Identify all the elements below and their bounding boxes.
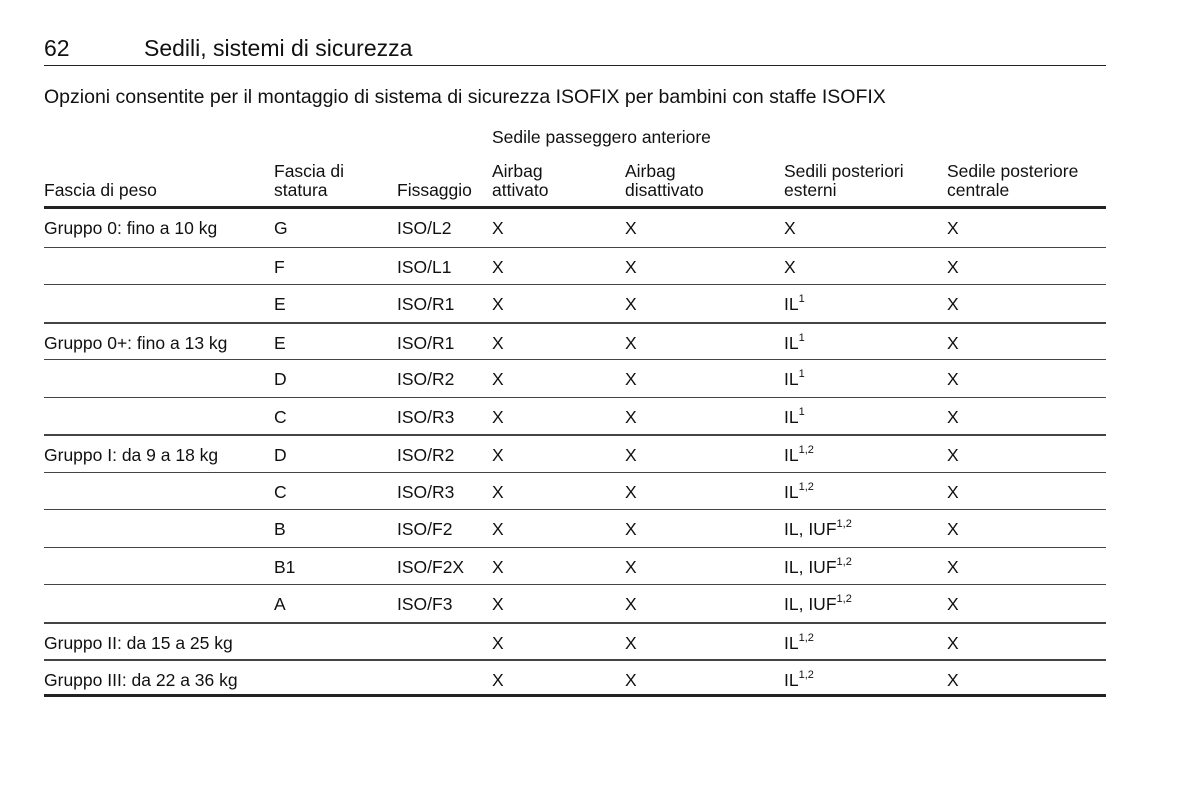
page-header <box>44 34 1106 66</box>
cell-rear-center: X <box>947 594 959 614</box>
cell-airbag-off: X <box>625 519 637 539</box>
cell-airbag-on: X <box>492 445 504 465</box>
cell-airbag-off: X <box>625 218 637 238</box>
cell-rear-center: X <box>947 369 959 389</box>
cell-rear-center: X <box>947 632 959 653</box>
cell-airbag-off: X <box>625 294 637 314</box>
cell-fixing: ISO/R1 <box>397 294 455 314</box>
cell-fixing: ISO/F3 <box>397 594 453 614</box>
footnote-ref: 1,2 <box>798 669 814 682</box>
cell-airbag-off: X <box>625 369 637 389</box>
cell-airbag-on: X <box>492 369 504 389</box>
cell-rear-center: X <box>947 670 959 690</box>
cell-weight: Gruppo III: da 22 a 36 kg <box>44 670 238 690</box>
cell-height: E <box>274 332 286 353</box>
cell-height: G <box>274 218 288 238</box>
cell-airbag-off: X <box>625 481 637 502</box>
cell-rear-outer: IL$^{1,2}$ <box>784 669 814 690</box>
cell-rear-outer: X <box>784 218 796 238</box>
cell-rear-outer: IL$^{1,2}$ <box>784 480 814 502</box>
cell-fixing: ISO/R3 <box>397 481 455 502</box>
footnote-ref: 1 <box>798 293 805 306</box>
table-row <box>44 622 1106 662</box>
column-header-rear-outer: Sedili posteriori esterni <box>784 161 904 200</box>
cell-rear-outer: $IL^1$ <box>784 293 805 314</box>
cell-airbag-on: X <box>492 256 504 277</box>
cell-rear-outer: IL, IUF$^{1,2}$ <box>784 555 852 577</box>
footnote-ref: 1 <box>798 405 805 418</box>
cell-height: D <box>274 369 287 389</box>
column-header-airbag-off: Airbag disattivato <box>625 161 704 200</box>
table-row <box>44 509 1106 548</box>
cell-rear-center: X <box>947 519 959 539</box>
table-row <box>44 397 1106 436</box>
cell-airbag-on: X <box>492 594 504 614</box>
cell-fixing: ISO/F2X <box>397 556 465 577</box>
cell-rear-center: X <box>947 556 959 577</box>
cell-airbag-on: X <box>492 406 504 427</box>
cell-height: A <box>274 594 286 614</box>
cell-airbag-off: X <box>625 332 637 353</box>
page-number: 62 <box>44 35 70 61</box>
table-row <box>44 359 1106 398</box>
cell-height: E <box>274 294 286 314</box>
footnote-ref: 1,2 <box>836 518 852 531</box>
footnote-ref: 1 <box>798 331 805 344</box>
cell-fixing: ISO/R2 <box>397 369 455 389</box>
cell-fixing: ISO/R3 <box>397 406 455 427</box>
footnote-ref: 1,2 <box>798 444 814 457</box>
cell-rear-outer: $IL^1$ <box>784 405 805 427</box>
cell-airbag-off: X <box>625 632 637 653</box>
cell-rear-outer: IL$^{1,2}$ <box>784 444 814 465</box>
cell-airbag-off: X <box>625 445 637 465</box>
cell-airbag-on: X <box>492 332 504 353</box>
cell-rear-outer: $IL^1$ <box>784 368 805 389</box>
cell-rear-center: X <box>947 256 959 277</box>
table-row <box>44 659 1106 699</box>
cell-fixing: ISO/R1 <box>397 332 455 353</box>
column-header-weight: Fascia di peso <box>44 180 157 200</box>
column-header-fixing: Fissaggio <box>397 180 472 200</box>
footnote-ref: 1 <box>798 368 805 381</box>
cell-airbag-on: X <box>492 670 504 690</box>
cell-weight: Gruppo 0: fino a 10 kg <box>44 218 218 238</box>
cell-airbag-on: X <box>492 632 504 653</box>
cell-fixing: ISO/F2 <box>397 519 453 539</box>
cell-airbag-on: X <box>492 556 504 577</box>
table-row <box>44 284 1106 323</box>
cell-rear-outer: IL, IUF$^{1,2}$ <box>784 593 852 614</box>
cell-rear-center: X <box>947 332 959 353</box>
cell-rear-outer: IL$^{1,2}$ <box>784 631 814 653</box>
footnote-ref: 1,2 <box>836 593 852 606</box>
table-row <box>44 547 1106 586</box>
cell-weight: Gruppo 0+: fino a 13 kg <box>44 332 228 353</box>
cell-airbag-off: X <box>625 256 637 277</box>
table-row <box>44 434 1106 474</box>
cell-height: C <box>274 481 287 502</box>
cell-rear-center: X <box>947 294 959 314</box>
cell-rear-center: X <box>947 406 959 427</box>
column-header-rear-center: Sedile posteriore centrale <box>947 161 1079 200</box>
cell-fixing: ISO/L2 <box>397 218 452 238</box>
table-row <box>44 584 1106 623</box>
cell-height: D <box>274 445 287 465</box>
cell-airbag-off: X <box>625 406 637 427</box>
table-row <box>44 247 1106 286</box>
cell-weight: Gruppo I: da 9 a 18 kg <box>44 445 219 465</box>
table-row <box>44 472 1106 511</box>
footnote-ref: 1,2 <box>798 480 814 493</box>
front-passenger-seat-header: Sedile passeggero anteriore <box>492 127 711 147</box>
column-header-airbag-on: Airbag attivato <box>492 161 549 200</box>
cell-rear-center: X <box>947 481 959 502</box>
footnote-ref: 1,2 <box>798 631 814 644</box>
cell-fixing: ISO/L1 <box>397 256 452 277</box>
section-title: Sedili, sistemi di sicurezza <box>144 35 413 61</box>
table-bottom-rule <box>44 694 1106 697</box>
cell-rear-center: X <box>947 218 959 238</box>
cell-airbag-on: X <box>492 294 504 314</box>
cell-rear-outer: IL, IUF$^{1,2}$ <box>784 518 852 539</box>
cell-airbag-on: X <box>492 519 504 539</box>
cell-airbag-on: X <box>492 481 504 502</box>
cell-airbag-on: X <box>492 218 504 238</box>
cell-height: C <box>274 406 287 427</box>
cell-height: F <box>274 256 285 277</box>
cell-rear-outer: X <box>784 256 796 277</box>
table-row <box>44 209 1106 247</box>
cell-weight: Gruppo II: da 15 a 25 kg <box>44 632 233 653</box>
cell-rear-center: X <box>947 445 959 465</box>
cell-height: B <box>274 519 286 539</box>
cell-airbag-off: X <box>625 556 637 577</box>
table-row <box>44 322 1106 362</box>
cell-airbag-off: X <box>625 594 637 614</box>
table-title: Opzioni consentite per il montaggio di sistema di sicurezza ISOFIX per bambini con staffe ISOFIX <box>44 86 886 108</box>
cell-rear-outer: $IL^1$ <box>784 331 805 353</box>
cell-height: B1 <box>274 556 296 577</box>
cell-fixing: ISO/R2 <box>397 445 455 465</box>
footnote-ref: 1,2 <box>836 555 852 568</box>
column-header-height: Fascia di statura <box>274 161 345 200</box>
cell-airbag-off: X <box>625 670 637 690</box>
